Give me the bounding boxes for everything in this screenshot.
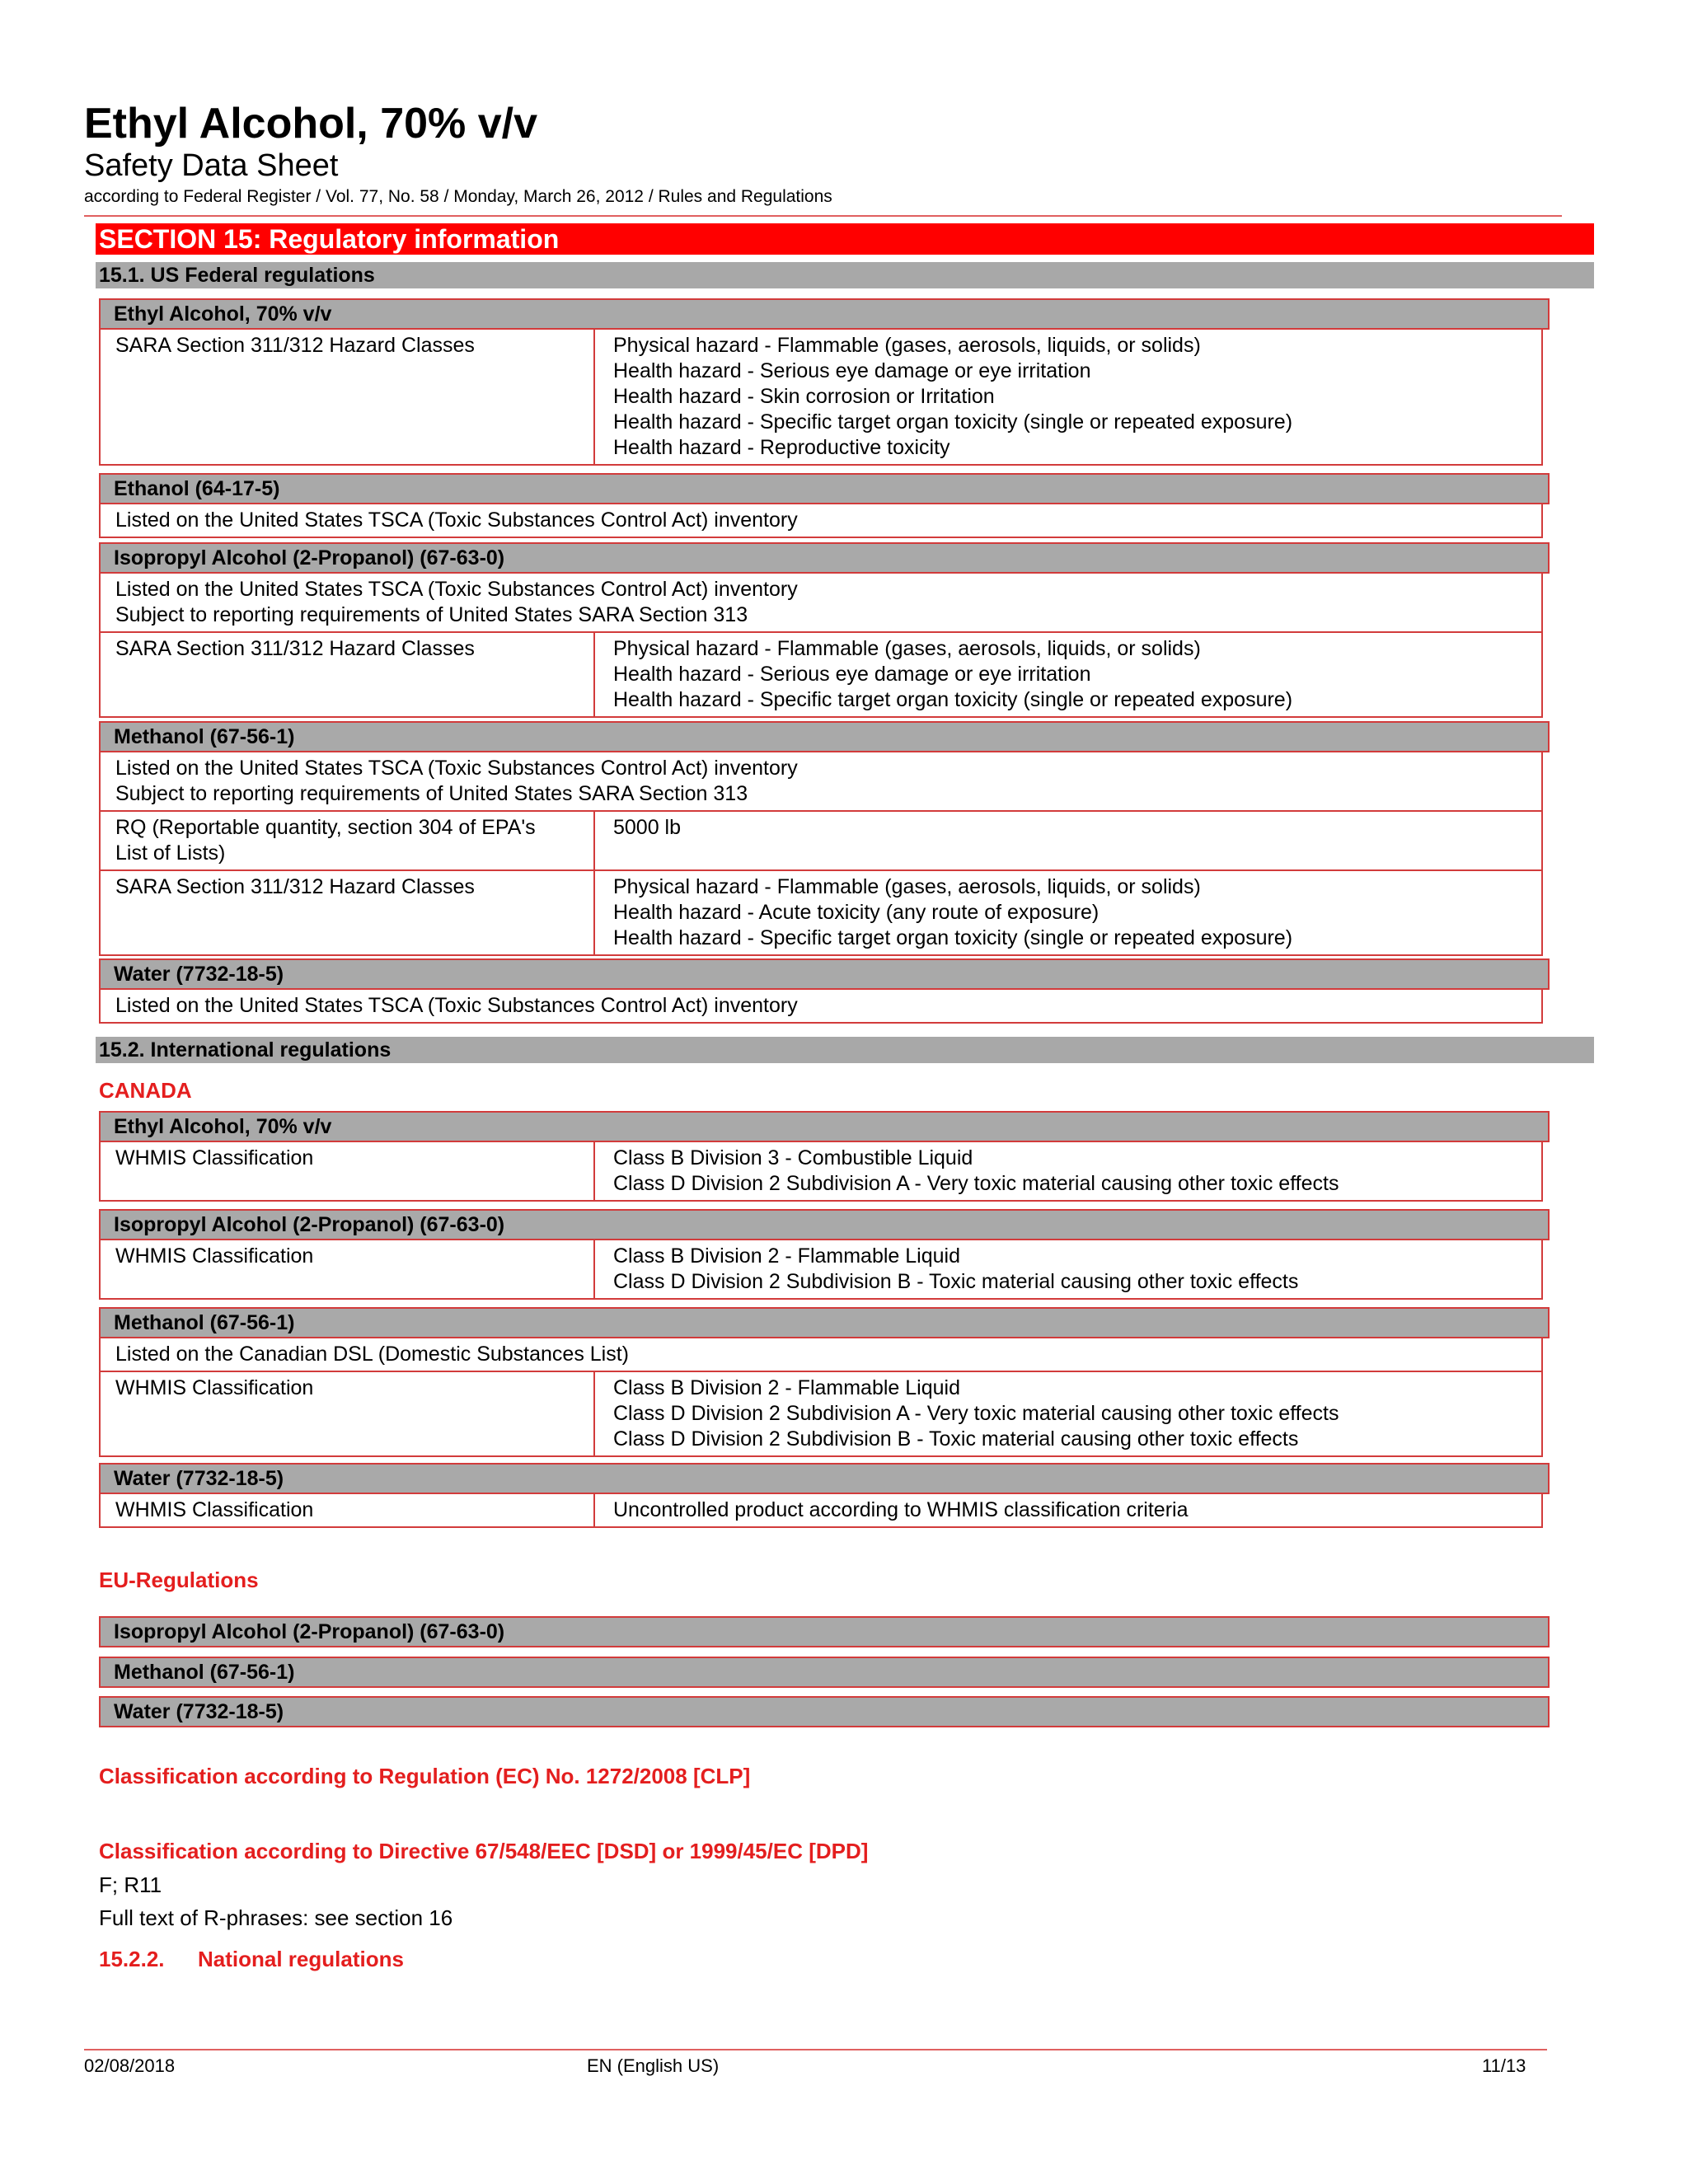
substance-table	[99, 1142, 1543, 1202]
dsd-classification-value: F; R11	[99, 1872, 162, 1897]
table-row	[101, 752, 1541, 810]
row-value	[595, 1240, 1541, 1298]
row-value-text: Class B Division 2 - Flammable Liquid	[613, 1376, 960, 1399]
substance-block	[99, 1616, 1550, 1647]
header-divider	[84, 215, 1562, 217]
substance-name: Water (7732-18-5)	[99, 1696, 1550, 1727]
substance-table	[99, 504, 1543, 538]
substance-block	[99, 1307, 1550, 1457]
substance-block	[99, 1463, 1550, 1528]
national-regulations-heading	[99, 1946, 404, 1972]
row-value-text: Physical hazard - Flammable (gases, aerosols, liquids, or solids)	[613, 334, 1201, 357]
document-title: Ethyl Alcohol, 70% v/v	[84, 100, 538, 148]
row-label-text: WHMIS Classification	[115, 1376, 314, 1399]
full-width-cell	[101, 504, 1541, 537]
row-label-text: RQ (Reportable quantity, section 304 of EPA's	[115, 816, 536, 839]
row-value-text: Health hazard - Specific target organ toxicity (single or repeated exposure)	[613, 926, 1293, 949]
r-phrases-note: Full text of R-phrases: see section 16	[99, 1905, 453, 1930]
substance-block	[99, 958, 1550, 1024]
national-regulations-title: National regulations	[198, 1947, 404, 1971]
international-heading: 15.2. International regulations	[96, 1037, 1594, 1063]
table-row	[101, 1371, 1541, 1455]
substance-name: Isopropyl Alcohol (2-Propanol) (67-63-0)	[99, 542, 1550, 574]
row-label-text: WHMIS Classification	[115, 1146, 314, 1169]
substance-name: Methanol (67-56-1)	[99, 1307, 1550, 1338]
substance-table	[99, 752, 1543, 956]
substance-block	[99, 1696, 1550, 1727]
us-federal-heading: 15.1. US Federal regulations	[96, 262, 1594, 288]
row-value-text: Physical hazard - Flammable (gases, aerosols, liquids, or solids)	[613, 875, 1201, 898]
table-row	[101, 574, 1541, 631]
row-label-text: WHMIS Classification	[115, 1244, 314, 1268]
substance-block	[99, 1111, 1550, 1202]
row-value-text: Health hazard - Reproductive toxicity	[613, 436, 950, 459]
row-value	[595, 871, 1541, 954]
full-width-cell	[101, 990, 1541, 1022]
row-value-text: Health hazard - Serious eye damage or eye irritation	[613, 663, 1091, 686]
substance-name: Water (7732-18-5)	[99, 958, 1550, 990]
dsd-classification-heading: Classification according to Directive 67/548/EEC [DSD] or 1999/45/EC [DPD]	[99, 1839, 869, 1863]
substance-name: Ethyl Alcohol, 70% v/v	[99, 298, 1550, 330]
substance-block	[99, 473, 1550, 538]
row-label-text: List of Lists)	[115, 841, 226, 865]
row-value-text: Class D Division 2 Subdivision B - Toxic material causing other toxic effects	[613, 1270, 1299, 1293]
row-value-text: 5000 lb	[613, 816, 682, 839]
row-value	[595, 812, 1541, 869]
substance-name: Methanol (67-56-1)	[99, 721, 1550, 752]
substance-table	[99, 330, 1543, 466]
table-row	[101, 1494, 1541, 1526]
row-text: Listed on the United States TSCA (Toxic Substances Control Act) inventory	[115, 509, 798, 532]
table-row	[101, 504, 1541, 537]
row-value-text: Health hazard - Skin corrosion or Irritation	[613, 385, 995, 408]
footer-date: 02/08/2018	[84, 2055, 176, 2076]
row-label	[101, 330, 595, 464]
row-label	[101, 633, 595, 716]
row-label-text: SARA Section 311/312 Hazard Classes	[115, 334, 475, 357]
row-value-text: Class B Division 3 - Combustible Liquid	[613, 1146, 973, 1169]
row-text: Listed on the United States TSCA (Toxic Substances Control Act) inventory	[115, 578, 798, 601]
row-value-text: Health hazard - Serious eye damage or eye irritation	[613, 359, 1091, 382]
row-value-text: Class D Division 2 Subdivision A - Very toxic material causing other toxic effects	[613, 1402, 1339, 1425]
row-value-text: Class D Division 2 Subdivision B - Toxic material causing other toxic effects	[613, 1427, 1299, 1451]
substance-table	[99, 574, 1543, 718]
substance-block	[99, 1657, 1550, 1688]
substance-name: Ethanol (64-17-5)	[99, 473, 1550, 504]
eu-regulations-heading: EU-Regulations	[99, 1568, 259, 1592]
full-width-cell	[101, 752, 1541, 810]
canada-heading: CANADA	[99, 1078, 192, 1103]
row-label-text: SARA Section 311/312 Hazard Classes	[115, 637, 475, 660]
substance-name: Water (7732-18-5)	[99, 1463, 1550, 1494]
section-title-bar: SECTION 15: Regulatory information	[96, 223, 1594, 255]
full-width-cell	[101, 574, 1541, 631]
row-value-text: Class D Division 2 Subdivision A - Very toxic material causing other toxic effects	[613, 1172, 1339, 1195]
substance-block	[99, 721, 1550, 956]
row-label	[101, 1494, 595, 1526]
document-subtitle: Safety Data Sheet	[84, 148, 339, 183]
table-row	[101, 810, 1541, 869]
table-row	[101, 990, 1541, 1022]
row-text: Subject to reporting requirements of United States SARA Section 313	[115, 603, 748, 626]
substance-block	[99, 298, 1550, 466]
row-text: Listed on the United States TSCA (Toxic Substances Control Act) inventory	[115, 994, 798, 1017]
row-value	[595, 1494, 1541, 1526]
row-value	[595, 633, 1541, 716]
row-label	[101, 1240, 595, 1298]
row-value-text: Class B Division 2 - Flammable Liquid	[613, 1244, 960, 1268]
table-row	[101, 1240, 1541, 1298]
row-value	[595, 1142, 1541, 1200]
clp-classification-heading: Classification according to Regulation (EC) No. 1272/2008 [CLP]	[99, 1764, 751, 1788]
row-label	[101, 1372, 595, 1455]
row-label-text: WHMIS Classification	[115, 1498, 314, 1521]
substance-name: Methanol (67-56-1)	[99, 1657, 1550, 1688]
table-row	[101, 869, 1541, 954]
row-value-text: Health hazard - Acute toxicity (any route of exposure)	[613, 901, 1100, 924]
row-value-text: Health hazard - Specific target organ toxicity (single or repeated exposure)	[613, 410, 1293, 434]
table-row	[101, 1142, 1541, 1200]
row-value-text: Health hazard - Specific target organ toxicity (single or repeated exposure)	[613, 688, 1293, 711]
row-value-text: Physical hazard - Flammable (gases, aerosols, liquids, or solids)	[613, 637, 1201, 660]
substance-block	[99, 1209, 1550, 1300]
footer-page-number: 11/13	[1482, 2055, 1526, 2076]
substance-table	[99, 1240, 1543, 1300]
national-regulations-number: 15.2.2.	[99, 1947, 165, 1971]
row-value	[595, 330, 1541, 464]
row-label	[101, 1142, 595, 1200]
row-label	[101, 871, 595, 954]
substance-name: Isopropyl Alcohol (2-Propanol) (67-63-0)	[99, 1209, 1550, 1240]
row-text: Listed on the United States TSCA (Toxic Substances Control Act) inventory	[115, 757, 798, 780]
footer-language: EN (English US)	[587, 2055, 720, 2076]
substance-name: Isopropyl Alcohol (2-Propanol) (67-63-0)	[99, 1616, 1550, 1647]
table-row	[101, 330, 1541, 464]
substance-table	[99, 990, 1543, 1024]
footer-divider	[84, 2049, 1547, 2050]
substance-block	[99, 542, 1550, 718]
row-label-text: SARA Section 311/312 Hazard Classes	[115, 875, 475, 898]
table-row	[101, 1338, 1541, 1371]
row-text: Subject to reporting requirements of United States SARA Section 313	[115, 782, 748, 805]
substance-table	[99, 1494, 1543, 1528]
substance-name: Ethyl Alcohol, 70% v/v	[99, 1111, 1550, 1142]
table-row	[101, 631, 1541, 716]
substance-table	[99, 1338, 1543, 1457]
row-text: Listed on the Canadian DSL (Domestic Substances List)	[115, 1343, 630, 1366]
row-value-text: Uncontrolled product according to WHMIS classification criteria	[613, 1498, 1189, 1521]
regulation-reference: according to Federal Register / Vol. 77, No. 58 / Monday, March 26, 2012 / Rules and Regulations	[84, 187, 832, 206]
row-label	[101, 812, 595, 869]
full-width-cell	[101, 1338, 1541, 1371]
row-value	[595, 1372, 1541, 1455]
